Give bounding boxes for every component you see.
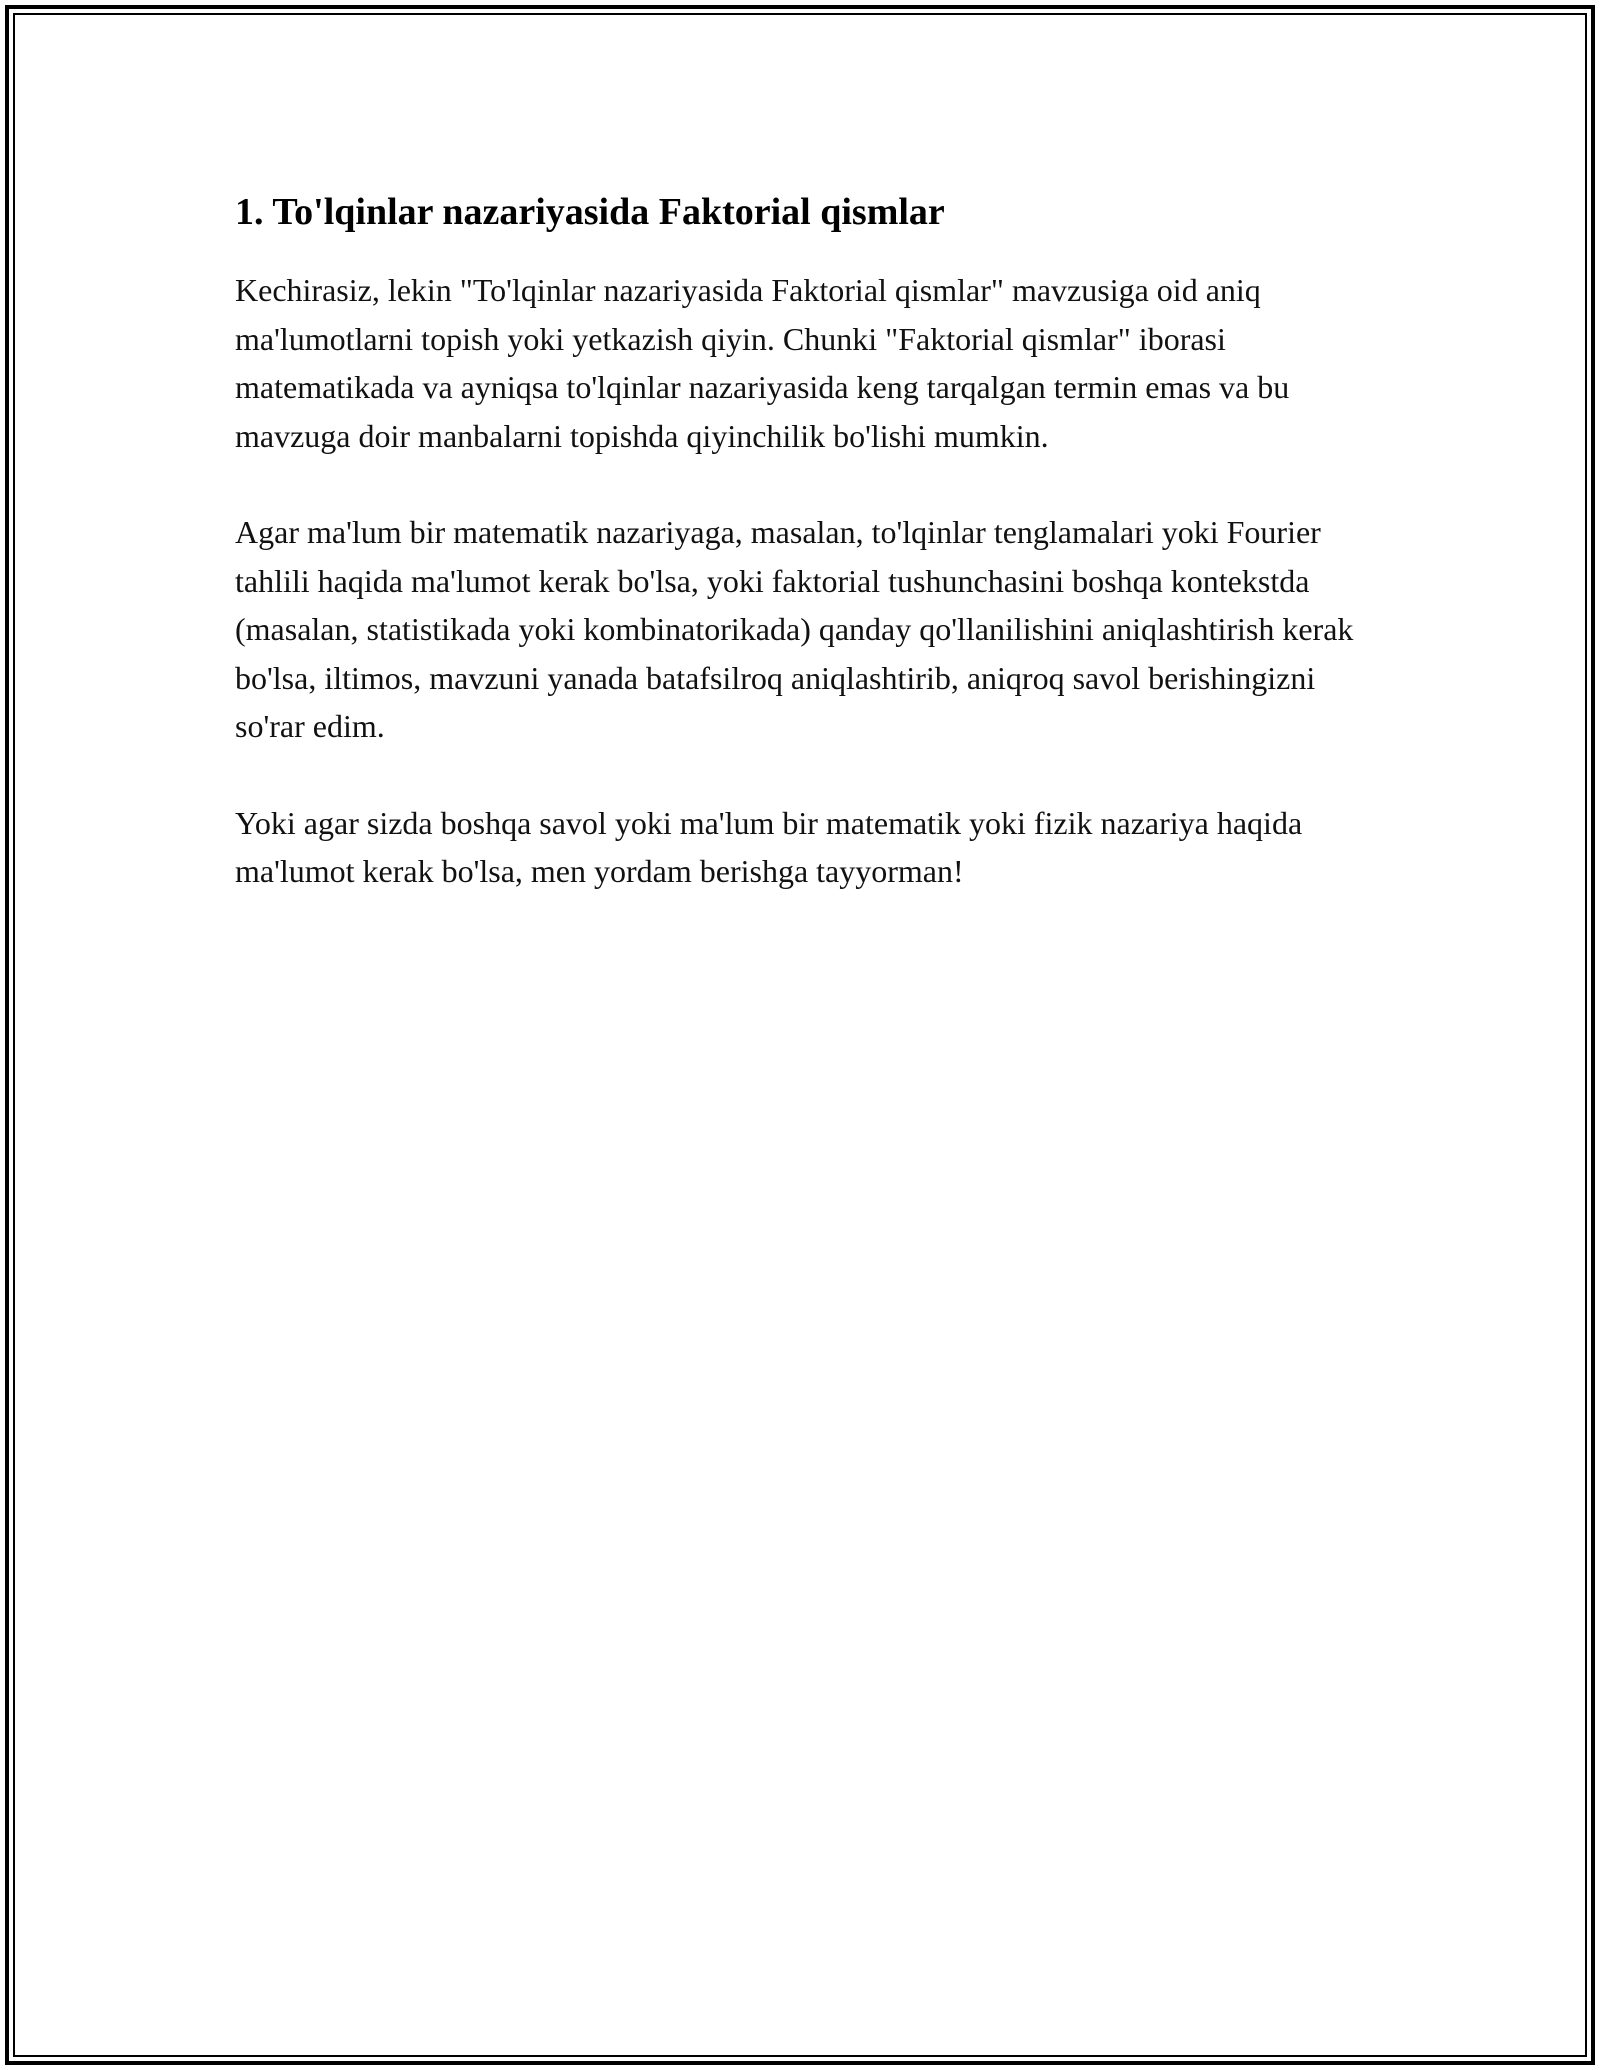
paragraph-2: Agar ma'lum bir matematik nazariyaga, masalan, to'lqinlar tenglamalari yoki Fourier tahlili haqida ma'lumot kerak bo'lsa, yoki faktorial tushunchasini boshqa kontekstda (masalan, statistikada yoki kombinatorikada) qanday qo'llanilishini aniqlashtirish kerak bo'lsa, iltimos, mavzuni yanada batafsilroq aniqlashtirib, aniqroq savol berishingizni so'rar edim. <box>235 514 1354 744</box>
document-body <box>235 186 1375 944</box>
paragraph-1: Kechirasiz, lekin "To'lqinlar nazariyasida Faktorial qismlar" mavzusiga oid aniq ma'lumotlarni topish yoki yetkazish qiyin. Chunki "Faktorial qismlar" iborasi matematikada va ayniqsa to'lqinlar nazariyasida keng tarqalgan termin emas va bu mavzuga doir manbalarni topishda qiyinchilik bo'lishi mumkin. <box>235 272 1290 454</box>
section-heading: 1. To'lqinlar nazariyasida Faktorial qismlar <box>235 191 945 233</box>
paragraph-3: Yoki agar sizda boshqa savol yoki ma'lum bir matematik yoki fizik nazariya haqida ma'lumot kerak bo'lsa, men yordam berishga tayyorman! <box>235 804 1303 889</box>
